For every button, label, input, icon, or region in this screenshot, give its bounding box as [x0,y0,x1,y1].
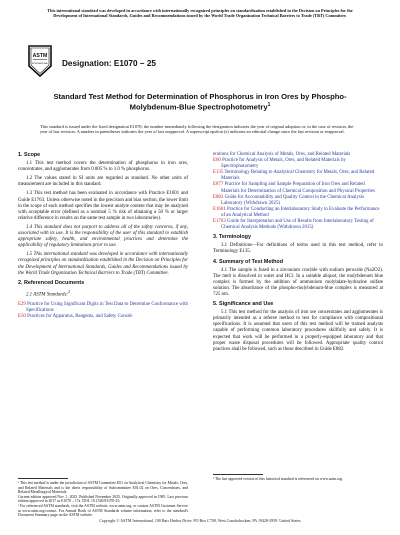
reference-item [213,219,383,231]
paragraph-2-1 [18,289,188,299]
reference-title[interactable]: Practice for Using Significant Digits in Test Data to Determine Conformance with Specifications [26,301,188,313]
reference-list-left [18,302,188,320]
paragraph-1-5: 1.5 This international standard was developed in accordance with internationally recognized principles on standardization established in the Decision on Principles for the Development of International Standards, Guides and Recommendations issued by the World Trade Organization Technical Barriers to Trade (TBT) Committee. [18,252,188,276]
paragraph-3-1: 3.1 Definitions—For definitions of terms used in this test method, refer to Terminology E135. [213,243,383,255]
section-heading-terminology: 3. Terminology [213,234,251,241]
designation: Designation: E1070 − 25 [62,59,156,68]
reference-title[interactable]: Practice for Analysis of Metals, Ores, and Related Materials by Spectrophotometry [221,158,346,170]
reference-item [18,314,188,320]
reference-title[interactable]: Practices for Apparatus, Reagents, and Safety Consid- [27,313,134,319]
reference-code[interactable]: E877 [213,182,224,188]
reference-item [213,170,383,182]
footnote-1-edition: Current edition approved Nov. 1, 2025. Published November 2025. Originally approved in 1985. Last previous edition approved in 2017 as E1070 – 17a. DOI: 10.1520/E1070-25. [18,494,188,504]
footnote-divider [18,478,68,479]
reference-code[interactable]: E1763 [213,219,226,225]
copyright-line: Copyright © ASTM International, 100 Barr Harbor Drive, PO Box C700, West Conshohocken, PA 19428-2959. United States [99,518,301,523]
footnotes-right [213,474,383,482]
wto-notice: This international standard was developed in accordance with internationally recognized principles on standardization established in the Decision on Principles for the Development of International Standards, Guides and Recommendations issued by the World Trade Organization Technical Barriers to Trade (TBT) Committee. [47,8,353,19]
left-column [18,152,188,323]
paragraph-5-1: 5.1 This test method for the analysis of iron ore concentrates and agglomerates is primarily intended as a referee method to test for compliance with compositional specifications. It is assumed that users of this test method will be trained analysts capable of performing common laboratory procedures skillfully and safely. It is expected that work will be performed in a properly-equipped laboratory and that proper waste disposal procedures will be followed. Appropriate quality control practices shall be followed, such as those described in Guide E882. [213,310,383,352]
footnotes-left [18,478,188,518]
reference-code[interactable]: E50 [18,313,26,319]
footnote-1: ¹ This test method is under the jurisdiction of ASTM Committee E01 on Analytical Chemistry for Metals, Ores, and Related Materials and is the direct responsibility of Subcommittee E01.02 on Ores, Concentrates, and Related Metallurgical Materials. [18,481,188,495]
reference-title[interactable]: Practice for Sampling and Sample Preparation of Iron Ores and Related Materials for Determination of Chemical Composition and Physical Properties [221,182,375,194]
reference-item [18,302,188,314]
reference-code[interactable]: E135 [213,170,224,176]
reference-code[interactable]: E882 [213,194,224,200]
footnote-2: ² For referenced ASTM standards, visit the ASTM website, www.astm.org, or contact ASTM Customer Service at www.astm.org/contact. For Annual Book of ASTM Standards volume information, refer to the standard's Document Summary page on the ASTM website. [18,503,188,518]
reference-item [213,182,383,194]
astm-logo [27,44,53,78]
paragraph-4-1: 4.1 The sample is fused in a zirconium crucible with sodium peroxide (Na2O2). The melt is dissolved in water and HCl. In a suitable aliquot, the molybdenum blue complex is formed by the addition of ammonium molybdate-hydrazine sulfate solution. The absorbance of the phospho-molybdenum-blue complex is measured at 725 nm. [213,267,383,297]
section-heading-referenced-documents: 2. Referenced Documents [18,279,85,286]
reference-list-right [213,152,383,231]
svg-text:ASTM: ASTM [32,53,48,59]
reference-code[interactable]: E29 [18,301,26,307]
paragraph-1-1: 1.1 This test method covers the determination of phosphorus in iron ores, concentrates, and agglomerates from 0.005 % to 1.0 % phosphorus. [18,161,188,173]
footnote-ref-2[interactable]: 2 [67,288,71,294]
reference-item [213,195,383,207]
reference-title[interactable]: Practice for Conducting an Interlaboratory Study to Evaluate the Performance of an Analytical Method [221,206,380,218]
svg-text:INTERNATIONAL: INTERNATIONAL [32,63,48,65]
paragraph-1-4: 1.4 This standard does not purport to address all of the safety concerns, if any, associated with its use. It is the responsibility of the user of this standard to establish appropriate safety, health, and environmental practices and determine the applicability of regulatory limitations prior to use. [18,224,188,249]
standard-note: This standard is issued under the fixed designation E1070; the number immediately following the designation indicates the year of original adoption or, in the case of revision, the year of last revision. A number in parentheses indicates the year of last reapproval. A superscript epsilon (ε) indicates an editorial change since the last revision or reapproval. [40,124,354,135]
title-text: Standard Test Method for Determination of Phosphorus in Iron Ores by Phospho-Molybdenum-Blue Spectrophotometry [53,92,347,112]
right-column [213,152,383,356]
reference-title[interactable]: Guide for Accountability and Quality Control in the Chemical Analysis Laboratory (Withdrawn 2025) [221,194,365,206]
reference-item [213,158,383,170]
reference-code[interactable]: E1601 [213,206,226,212]
paragraph-1-3: 1.3 This test method has been evaluated in accordance with Practice E1601 and Guide E1763. Unless otherwise noted in the precision and bias section, the lower limit in the scope of each method specifies the lowest analyte content that may be analyzed with acceptable error (defined as a nominal 5 % risk of obtaining a 50 % or larger relative difference in results on the same test sample in two laboratories). [18,191,188,221]
footnote-divider [213,474,263,475]
reference-title[interactable]: erations for Chemical Analysis of Metals, Ores, and Related Materials [213,152,351,157]
section-heading-summary: 4. Summary of Test Method [213,258,283,265]
document-title [40,92,360,112]
paragraph-1-2: 1.2 The values stated in SI units are regarded as standard. No other units of measurement are included in this standard. [18,176,188,188]
astm-standards-label: 2.1 ASTM Standards: [26,292,68,298]
reference-title[interactable]: Terminology Relating to Analytical Chemistry for Metals, Ores, and Related Materials [221,170,375,182]
footnote-3: ³ The last approved version of this historical standard is referenced on www.astm.org. [213,477,343,481]
reference-item [213,207,383,219]
section-heading-significance: 5. Significance and Use [213,301,274,308]
section-heading-scope: 1. Scope [18,152,41,158]
reference-code[interactable]: E60 [213,158,221,164]
reference-title[interactable]: Guide for Interpretation and Use of Results from Interlaboratory Testing of Chemical Analysis Methods (Withdrawn 2015) [221,219,374,231]
title-footnote-ref[interactable]: 1 [267,102,271,109]
